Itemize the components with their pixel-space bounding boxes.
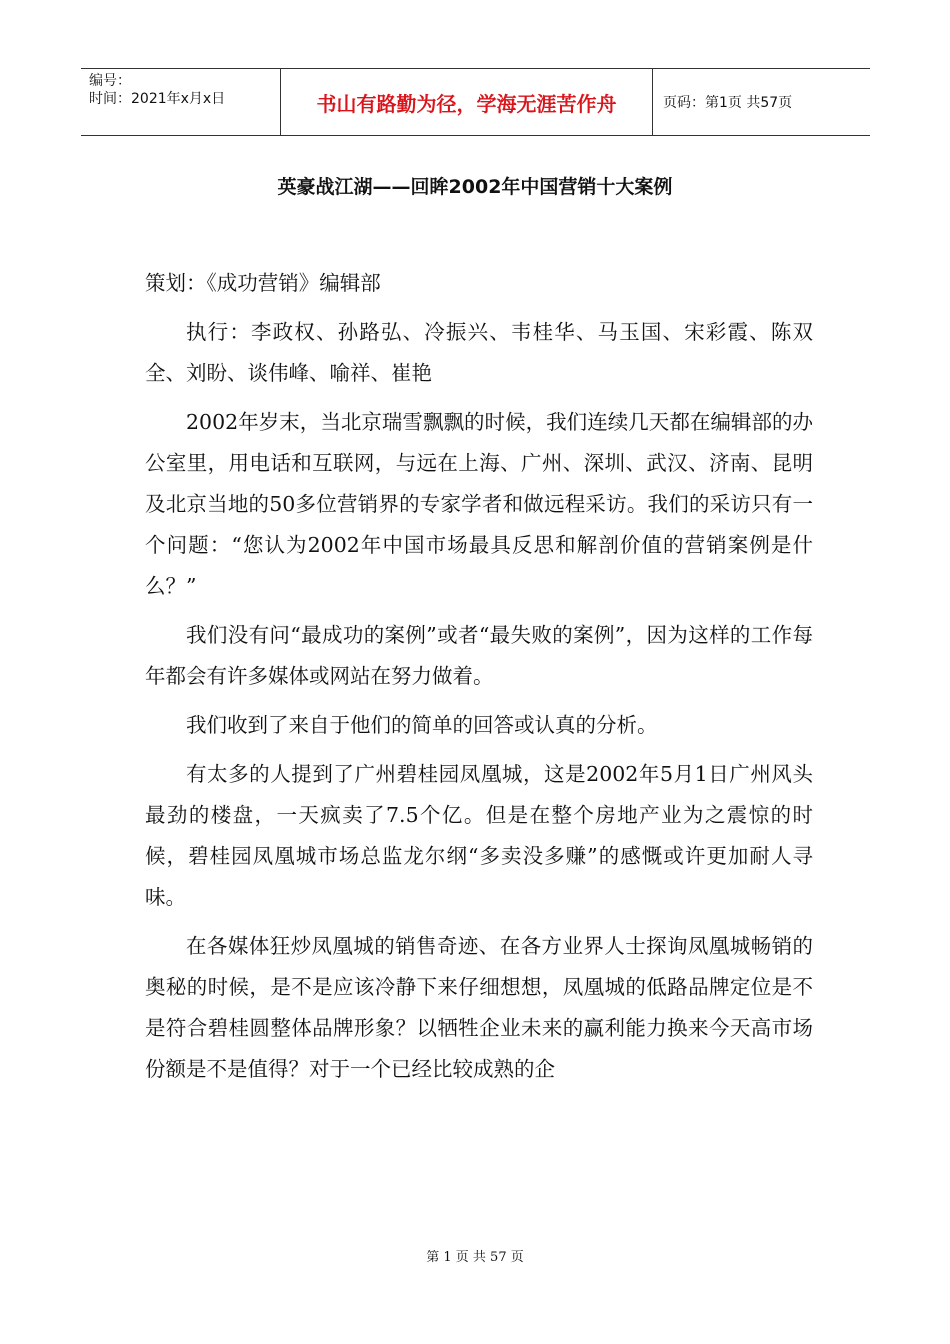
- paragraph: 有太多的人提到了广州碧桂园凤凰城，这是2002年5月1日广州风头最劲的楼盘，一天疯卖了7.5个亿。但是在整个房地产业为之震惊的时候，碧桂园凤凰城市场总监龙尔纲“多卖没多赚”的感慨或许更加耐人寻味。: [145, 762, 813, 909]
- number-label: 编号：: [89, 73, 131, 89]
- page-footer: 第 1 页 共 57 页: [426, 1250, 524, 1265]
- document-title: 英豪战江湖——回眸2002年中国营销十大案例: [277, 176, 673, 198]
- document-body: [145, 263, 813, 1098]
- header-meta: [81, 69, 281, 135]
- header-motto: 书山有路勤为径，学海无涯苦作舟: [281, 69, 653, 135]
- paragraph: 我们收到了来自于他们的简单的回答或认真的分析。: [186, 713, 658, 737]
- date-label: 时间：2021年x月x日: [89, 91, 226, 107]
- paragraph: 在各媒体狂炒凤凰城的销售奇迹、在各方业界人士探询凤凰城畅销的奥秘的时候，是不是应该冷静下来仔细想想，凤凰城的低路品牌定位是不是符合碧桂圆整体品牌形象？以牺牲企业未来的赢利能力换来今天高市场份额是不是值得？对于一个已经比较成熟的企: [145, 934, 813, 1081]
- paragraph: 2002年岁末，当北京瑞雪飘飘的时候，我们连续几天都在编辑部的办公室里，用电话和互联网，与远在上海、广州、深圳、武汉、济南、昆明及北京当地的50多位营销界的专家学者和做远程采访。我们的采访只有一个问题：“您认为2002年中国市场最具反思和解剖价值的营销案例是什么？”: [145, 410, 813, 598]
- paragraph: 我们没有问“最成功的案例”或者“最失败的案例”，因为这样的工作每年都会有许多媒体或网站在努力做着。: [145, 623, 813, 688]
- header-page-info: 页码：第1页 共57页: [663, 95, 793, 111]
- paragraph: 策划：《成功营销》编辑部: [145, 271, 381, 295]
- paragraph: 执行：李政权、孙路弘、冷振兴、韦桂华、马玉国、宋彩霞、陈双全、刘盼、谈伟峰、喻祥、崔艳: [145, 320, 813, 385]
- page-header: [81, 68, 870, 136]
